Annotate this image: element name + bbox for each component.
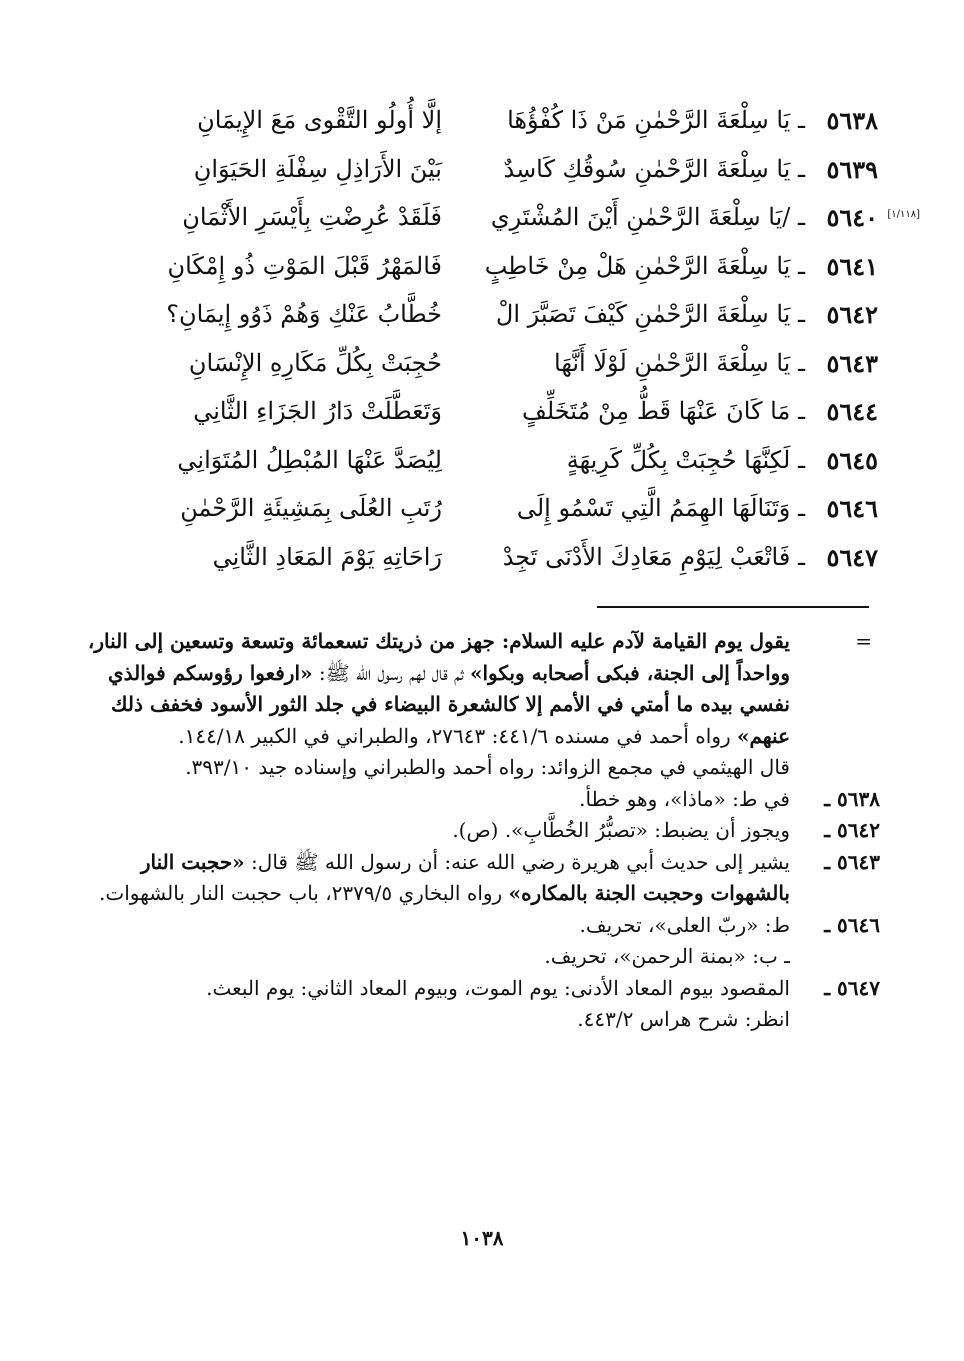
verse-first-hemistich: ـ يَا سِلْعَةَ الرَّحْمٰنِ مَنْ ذَا كُفْؤُهَا [507, 106, 805, 134]
verse-number: ٥٦٤٧ [826, 542, 878, 572]
verse-first-hemistich: ـ يَا سِلْعَةَ الرَّحْمٰنِ هَلْ مِنْ خَاطِبٍ [484, 251, 805, 280]
verse-number: ٥٦٤٢ [826, 300, 878, 329]
verse-line [60, 537, 920, 586]
verse-second-hemistich: وَتَعَطَّلَتْ دَارُ الجَزَاءِ الثَّانِي [193, 397, 442, 425]
footnote-number: ٥٦٤٦ ـ [824, 912, 880, 937]
verse-line [60, 488, 920, 537]
verse-second-hemistich: حُجِبَتْ بِكُلِّ مَكَارِهِ الإِنْسَانِ [188, 348, 442, 377]
footnote-text: المقصود بيوم المعاد الأدنى: يوم الموت، وبيوم المعاد الثاني: يوم البعث. [206, 975, 790, 1000]
verse-first-hemistich: ـ مَا كَانَ عَنْهَا قَطُّ مِنْ مُتَخَلِّفٍ [521, 397, 805, 425]
verse-second-hemistich: إلَّا أُولُو التَّقْوى مَعَ الإِيمَانِ [197, 106, 442, 134]
verse-line [60, 294, 920, 343]
verse-line [60, 343, 920, 392]
verse-number: ٥٦٤١ [826, 251, 878, 281]
verse-line [60, 391, 920, 440]
verse-first-hemistich: ـ لَكِنَّهَا حُجِبَتْ بِكُلِّ كَرِيهَةٍ [566, 445, 805, 474]
verse-second-hemistich: لِيُصَدَّ عَنْهَا المُبْطِلُ المُتَوَانِي [177, 445, 442, 474]
footnote-text: رواه البخاري ٢٣٧٩/٥، باب حجبت النار بالشهوات. [99, 881, 509, 905]
footnote-bold-text: «حجبت النار بالشهوات وحجبت الجنة بالمكاره» [140, 849, 790, 905]
footnote-5646-extra [80, 941, 880, 973]
verse-line [60, 246, 920, 295]
verse-second-hemistich: بَيْنَ الأَرَاذِلِ سِفْلَةِ الحَيَوَانِ [193, 154, 442, 183]
continuation-marker: = [855, 629, 872, 653]
verse-first-hemistich: ـ فَاتْعَبْ لِيَوْمِ مَعَادِكَ الأَدْنَى تَجِدْ [502, 542, 805, 571]
verse-first-hemistich: ـ يَا سِلْعَةَ الرَّحْمٰنِ سُوقُكِ كَاسِدٌ [503, 154, 805, 183]
footnote-number: ٥٦٤٣ ـ [824, 849, 880, 874]
verse-first-hemistich: ـ وَتَنَالَهَا الهِمَمُ الَّتِي تَسْمُو إِلَى [516, 494, 805, 522]
footnote-text: انظر: شرح هراس ٤٤٣/٢. [577, 1007, 790, 1031]
footnote-bold-text: «ارفعوا رؤوسكم فوالذي نفسي بيده ما أمتي في الأمم إلا كالشعرة البيضاء في جلد الثور الأسود فخفف ذلك عنهم» [107, 660, 790, 748]
footnote-continued [80, 626, 880, 752]
footnote-text: ط: «ربّ العلى»، تحريف. [579, 912, 790, 937]
footnote-text: ويجوز أن يضبط: «تصبُّرُ الخُطَّابِ». (ص). [452, 818, 790, 842]
footnote-number: ٥٦٤٧ ـ [824, 975, 880, 1000]
footnote-number: ٥٦٤٢ ـ [824, 818, 880, 842]
verse-second-hemistich: فَلَقَدْ عُرِضْتِ بِأَيْسَرِ الأَثْمَانِ [182, 203, 442, 231]
verse-second-hemistich: فَالمَهْرُ قَبْلَ المَوْتِ ذُو إِمْكَانِ [167, 251, 442, 280]
verse-second-hemistich: رُتَبِ العُلَى بِمَشِيئَةِ الرَّحْمٰنِ [180, 494, 442, 522]
verse-number: ٥٦٤٦ [826, 494, 878, 523]
verse-number: ٥٦٤٣ [826, 348, 878, 378]
verse-second-hemistich: خُطَّابُ عَنْكِ وَهُمْ ذَوُو إِيمَانِ؟ [166, 300, 442, 328]
footnote-text: يشير إلى حديث أبي هريرة رضي الله عنه: أن رسول الله ﷺ قال: [244, 849, 790, 874]
footnote-bold-text: يقول يوم القيامة لآدم عليه السلام: جهز من ذريتك تسعمائة وتسعة وتسعين إلى النار، وواحداً إلى الجنة، فبكى أصحابه وبكوا» [87, 629, 790, 685]
footnotes [80, 626, 880, 1036]
footnote-separator [597, 606, 869, 608]
verse-number: ٥٦٣٨ [826, 106, 878, 135]
verse-number: ٥٦٤٤ [826, 397, 878, 426]
footnote-number: ٥٦٣٨ ـ [824, 786, 880, 811]
verse-line [60, 440, 920, 489]
poem-verses [60, 100, 920, 585]
footnote-text: رواه أحمد في مسنده ٤٤١/٦: ٢٧٦٤٣، والطبراني في الكبير ١٤٤/١٨. [178, 723, 737, 748]
margin-reference: [١/١١٨] [887, 209, 920, 220]
footnote-5647 [80, 973, 880, 1005]
verse-line [60, 100, 920, 149]
verse-number: ٥٦٤٥ [826, 445, 878, 475]
verse-line [60, 197, 920, 246]
footnote-text: ثم قال لهم رسول الله ﷺ: [312, 660, 470, 685]
verse-line [60, 149, 920, 198]
verse-number: ٥٦٤٠ [826, 203, 878, 232]
footnote-text: ـ ب: «بمنة الرحمن»، تحريف. [544, 944, 790, 968]
footnote-continued-line [80, 752, 880, 784]
verse-number: ٥٦٣٩ [826, 154, 878, 184]
footnote-text: قال الهيثمي في مجمع الزوائد: رواه أحمد والطبراني وإسناده جيد ٣٩٣/١٠. [185, 755, 790, 779]
footnote-5642 [80, 815, 880, 847]
footnote-5638 [80, 784, 880, 816]
footnote-5646 [80, 910, 880, 942]
footnote-text: في ط: «ماذا»، وهو خطأ. [579, 786, 790, 811]
footnote-5643 [80, 847, 880, 910]
footnote-5647-extra [80, 1004, 880, 1036]
verse-first-hemistich: ـ /يَا سِلْعَةَ الرَّحْمٰنِ أَيْنَ المُشْتَرِي [490, 203, 805, 231]
verse-first-hemistich: ـ يَا سِلْعَةَ الرَّحْمٰنِ كَيْفَ تَصَبَّرَ الْ [495, 300, 805, 328]
verse-second-hemistich: رَاحَاتِهِ يَوْمَ المَعَادِ الثَّانِي [212, 542, 442, 571]
verse-first-hemistich: ـ يَا سِلْعَةَ الرَّحْمٰنِ لَوْلَا أَنَّهَا [554, 348, 805, 377]
page-number: ١٠٣٨ [460, 1226, 504, 1250]
